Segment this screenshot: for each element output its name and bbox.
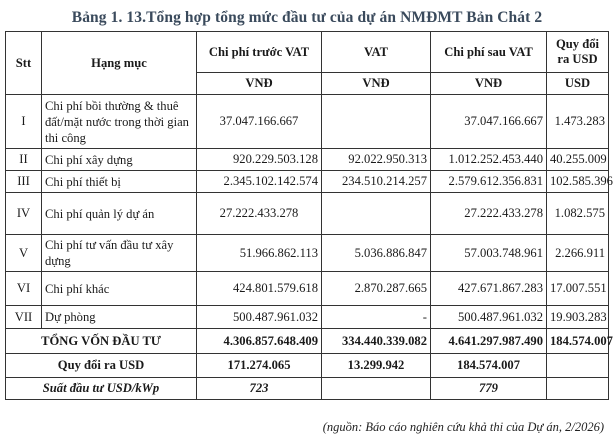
row-vat: 5.036.886.847 xyxy=(322,235,431,272)
row-stt: VI xyxy=(6,272,42,306)
row-item: Chi phí bồi thường & thuê đất/mặt nước trong thời gian thi công xyxy=(42,95,197,149)
row-stt: II xyxy=(6,149,42,171)
total-label: TỔNG VỐN ĐẦU TƯ xyxy=(6,329,197,354)
unit-vat: VNĐ xyxy=(322,73,431,95)
table-row xyxy=(6,171,609,193)
per-kwp-pre-vat: 723 xyxy=(197,378,322,400)
row-pre-vat: 51.966.862.113 xyxy=(197,235,322,272)
investment-table xyxy=(5,31,613,400)
row-vat xyxy=(322,193,431,235)
row-pre-vat: 2.345.102.142.574 xyxy=(197,171,322,193)
row-vat: 92.022.950.313 xyxy=(322,149,431,171)
row-vat: 2.870.287.665 xyxy=(322,272,431,306)
row-stt: I xyxy=(6,95,42,149)
row-post-vat: 500.487.961.032 xyxy=(431,306,547,329)
row-stt: V xyxy=(6,235,42,272)
row-usd: 17.007.551 xyxy=(547,272,609,306)
row-usd: 19.903.283 xyxy=(547,306,609,329)
row-vat: - xyxy=(322,306,431,329)
row-stt: IV xyxy=(6,193,42,235)
row-usd: 2.266.911 xyxy=(547,235,609,272)
usd-empty-cell xyxy=(547,354,609,378)
row-usd: 102.585.396 xyxy=(547,171,609,193)
row-post-vat: 2.579.612.356.831 xyxy=(431,171,547,193)
row-post-vat: 1.012.252.453.440 xyxy=(431,149,547,171)
row-post-vat: 27.222.433.278 xyxy=(431,193,547,235)
row-post-vat: 37.047.166.667 xyxy=(431,95,547,149)
per-kwp-empty-cell xyxy=(547,378,609,400)
row-pre-vat: 424.801.579.618 xyxy=(197,272,322,306)
row-usd: 40.255.009 xyxy=(547,149,609,171)
header-usd: Quy đổi ra USD xyxy=(547,32,609,73)
source-note: (nguồn: Báo cáo nghiên cứu khả thi của Dự án, 2/2026) xyxy=(322,420,604,434)
header-vat: VAT xyxy=(322,32,431,73)
total-vat: 334.440.339.082 xyxy=(322,329,431,354)
per-kwp-row xyxy=(6,378,609,400)
row-usd: 1.473.283 xyxy=(547,95,609,149)
usd-label: Quy đổi ra USD xyxy=(6,354,197,378)
table-row xyxy=(6,235,609,272)
per-kwp-label: Suất đầu tư USD/kWp xyxy=(6,378,197,400)
header-stt: Stt xyxy=(6,32,42,95)
row-pre-vat: 500.487.961.032 xyxy=(197,306,322,329)
row-vat: 234.510.214.257 xyxy=(322,171,431,193)
row-post-vat: 57.003.748.961 xyxy=(431,235,547,272)
total-pre-vat: 4.306.857.648.409 xyxy=(197,329,322,354)
unit-usd: USD xyxy=(547,73,609,95)
row-item: Chi phí thiết bị xyxy=(42,171,197,193)
row-stt: III xyxy=(6,171,42,193)
table-row xyxy=(6,272,609,306)
usd-post-vat: 184.574.007 xyxy=(431,354,547,378)
row-vat xyxy=(322,95,431,149)
header-post-vat: Chi phí sau VAT xyxy=(431,32,547,73)
row-usd: 1.082.575 xyxy=(547,193,609,235)
usd-pre-vat: 171.274.065 xyxy=(197,354,322,378)
row-post-vat: 427.671.867.283 xyxy=(431,272,547,306)
row-item: Chi phí quản lý dự án xyxy=(42,193,197,235)
row-pre-vat: 920.229.503.128 xyxy=(197,149,322,171)
usd-row xyxy=(6,354,609,378)
unit-pre-vat: VNĐ xyxy=(197,73,322,95)
unit-post-vat: VNĐ xyxy=(431,73,547,95)
per-kwp-post-vat: 779 xyxy=(431,378,547,400)
row-item: Chi phí tư vấn đầu tư xây dựng xyxy=(42,235,197,272)
header-item: Hạng mục xyxy=(42,32,197,95)
table-row xyxy=(6,306,609,329)
total-post-vat: 4.641.297.987.490 xyxy=(431,329,547,354)
table-title: Bảng 1. 13.Tổng hợp tổng mức đầu tư của dự án NMĐMT Bản Chát 2 xyxy=(71,9,543,26)
row-stt: VII xyxy=(6,306,42,329)
row-item: Chi phí khác xyxy=(42,272,197,306)
usd-vat: 13.299.942 xyxy=(322,354,431,378)
row-pre-vat: 27.222.433.278 xyxy=(197,193,322,235)
total-usd: 184.574.007 xyxy=(547,329,609,354)
per-kwp-empty-cell xyxy=(322,378,431,400)
table-row xyxy=(6,193,609,235)
header-row xyxy=(6,32,609,73)
table-row xyxy=(6,95,609,149)
row-pre-vat: 37.047.166.667 xyxy=(197,95,322,149)
header-pre-vat: Chi phí trước VAT xyxy=(197,32,322,73)
row-item: Dự phòng xyxy=(42,306,197,329)
total-row xyxy=(6,329,609,354)
row-item: Chi phí xây dựng xyxy=(42,149,197,171)
table-row xyxy=(6,149,609,171)
